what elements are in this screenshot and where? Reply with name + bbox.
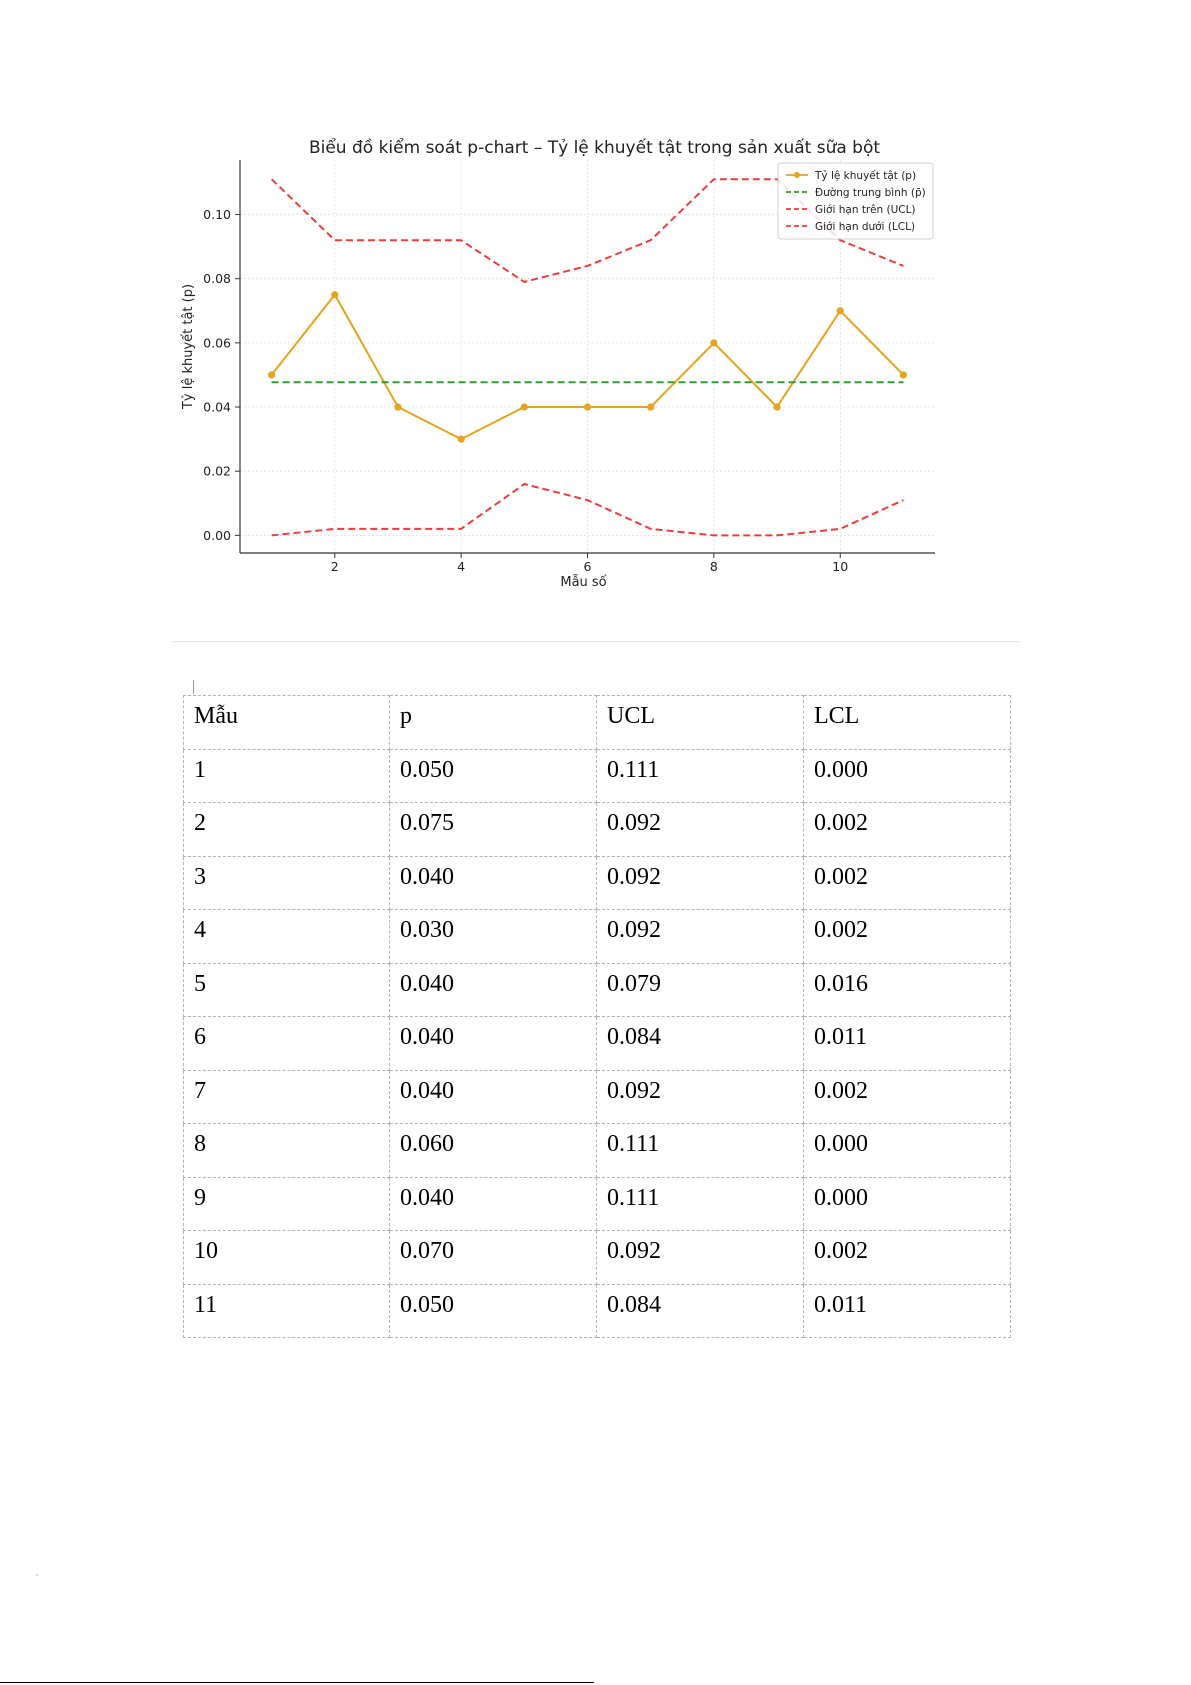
legend-label: Giới hạn dưới (LCL)	[815, 221, 916, 233]
table-cell: 0.040	[390, 856, 597, 910]
p-data-point	[710, 339, 717, 346]
text-cursor	[193, 680, 194, 694]
table-header-row	[184, 696, 1011, 750]
table-cell: 1	[184, 749, 390, 803]
table-cell: 0.000	[804, 749, 1011, 803]
table-header-cell: UCL	[597, 696, 804, 750]
table-header-cell: Mẫu	[184, 696, 390, 750]
table-cell: 11	[184, 1284, 390, 1338]
table-header-cell: p	[390, 696, 597, 750]
table-cell: 6	[184, 1017, 390, 1071]
x-tick-label: 6	[583, 559, 592, 574]
table-cell: 10	[184, 1231, 390, 1285]
p-data-point	[647, 403, 654, 410]
table-cell: 0.002	[804, 910, 1011, 964]
y-tick-label: 0.06	[203, 335, 231, 351]
table-cell: 0.000	[804, 1124, 1011, 1178]
table-cell: 0.075	[390, 803, 597, 857]
p-data-point	[837, 307, 844, 314]
legend-label: Đường trung bình (p̄)	[815, 187, 926, 199]
x-tick-label: 2	[330, 559, 339, 574]
table-cell: 4	[184, 910, 390, 964]
table-cell: 0.002	[804, 1231, 1011, 1285]
p-data-point	[584, 403, 591, 410]
table-cell: 0.040	[390, 1017, 597, 1071]
table-cell: 0.002	[804, 803, 1011, 857]
table-cell: 0.050	[390, 1284, 597, 1338]
table-cell: 0.040	[390, 1177, 597, 1231]
table-row	[184, 1177, 1011, 1231]
table-row	[184, 1070, 1011, 1124]
table-row	[184, 1284, 1011, 1338]
table-cell: 0.092	[597, 1070, 804, 1124]
y-axis-label: Tỷ lệ khuyết tật (p)	[181, 283, 196, 410]
table-cell: 0.092	[597, 856, 804, 910]
table-cell: 0.000	[804, 1177, 1011, 1231]
table-row	[184, 856, 1011, 910]
table-cell: 0.079	[597, 963, 804, 1017]
y-tick-label: 0.10	[203, 207, 231, 223]
y-tick-label: 0.08	[203, 271, 231, 287]
table-cell: 0.084	[597, 1284, 804, 1338]
chart-divider	[172, 641, 1020, 642]
table-cell: 0.111	[597, 1177, 804, 1231]
x-axis-label: Mẫu số	[560, 575, 607, 590]
table-cell: 0.040	[390, 1070, 597, 1124]
table-cell: 0.030	[390, 910, 597, 964]
chart-title: Biểu đồ kiểm soát p-chart – Tỷ lệ khuyết tật trong sản xuất sữa bột	[308, 138, 881, 158]
p-data-point	[773, 403, 780, 410]
table-cell: 0.011	[804, 1017, 1011, 1071]
table-row	[184, 963, 1011, 1017]
table-cell: 9	[184, 1177, 390, 1231]
table-header-cell: LCL	[804, 696, 1011, 750]
table-cell: 0.002	[804, 1070, 1011, 1124]
page-corner-mark	[36, 1574, 38, 1576]
legend-label: Giới hạn trên (UCL)	[815, 204, 916, 216]
table-row	[184, 749, 1011, 803]
table-cell: 5	[184, 963, 390, 1017]
table-cell: 0.050	[390, 749, 597, 803]
y-tick-label: 0.00	[203, 527, 231, 543]
table-cell: 0.040	[390, 963, 597, 1017]
table-cell: 0.070	[390, 1231, 597, 1285]
table-cell: 0.092	[597, 910, 804, 964]
table-cell: 3	[184, 856, 390, 910]
table-cell: 0.016	[804, 963, 1011, 1017]
p-data-point	[394, 403, 401, 410]
y-tick-label: 0.04	[203, 399, 231, 415]
table-cell: 0.092	[597, 1231, 804, 1285]
table-cell: 8	[184, 1124, 390, 1178]
p-data-point	[331, 291, 338, 298]
table-cell: 2	[184, 803, 390, 857]
p-chart-svg	[170, 135, 1020, 645]
control-limits-table	[183, 695, 1011, 1338]
table-row	[184, 1124, 1011, 1178]
table-cell: 0.002	[804, 856, 1011, 910]
x-tick-label: 4	[457, 559, 466, 574]
legend-marker	[794, 172, 800, 178]
y-tick-label: 0.02	[203, 463, 231, 479]
p-chart	[170, 135, 1020, 645]
p-data-point	[900, 371, 907, 378]
table-cell: 0.084	[597, 1017, 804, 1071]
table-row	[184, 803, 1011, 857]
table-cell: 7	[184, 1070, 390, 1124]
legend-label: Tỷ lệ khuyết tật (p)	[815, 170, 917, 182]
table-row	[184, 1017, 1011, 1071]
p-data-point	[458, 436, 465, 443]
x-tick-label: 10	[832, 559, 849, 574]
x-tick-label: 8	[709, 559, 718, 574]
footnote-separator	[0, 1682, 594, 1683]
table-cell: 0.092	[597, 803, 804, 857]
p-data-point	[268, 371, 275, 378]
table-cell: 0.111	[597, 749, 804, 803]
table-row	[184, 910, 1011, 964]
p-data-point	[521, 403, 528, 410]
table-cell: 0.060	[390, 1124, 597, 1178]
table-cell: 0.011	[804, 1284, 1011, 1338]
table-cell: 0.111	[597, 1124, 804, 1178]
table-row	[184, 1231, 1011, 1285]
